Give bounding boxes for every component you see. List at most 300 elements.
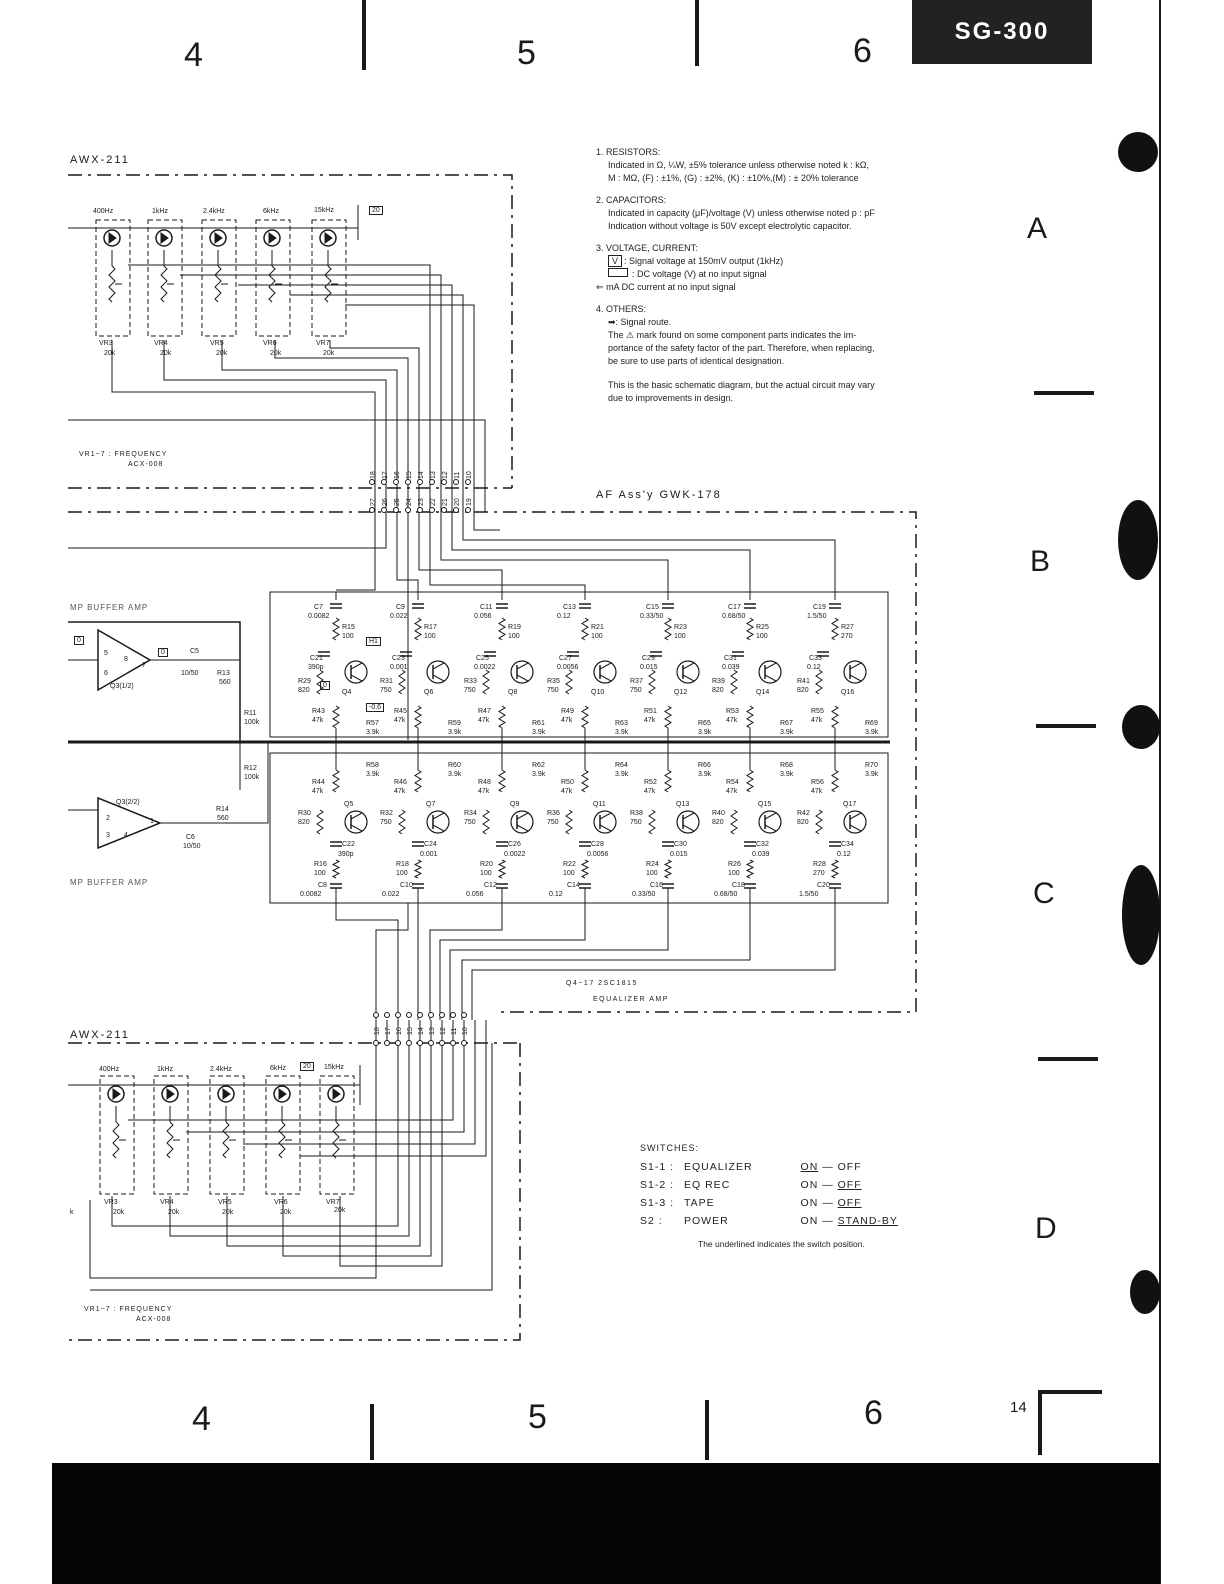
switch-off: OFF (837, 1179, 862, 1191)
transistor-collector (850, 813, 861, 819)
upper-cap-label: C9 (396, 604, 405, 611)
upper-emitter-res-value: 750 (464, 687, 476, 694)
bottom-freq-4: 15kHz (324, 1064, 344, 1071)
connector-pin-label: 12 (442, 471, 449, 479)
lower-res-value: 100 (563, 870, 575, 877)
note-3-line-1 (596, 255, 916, 268)
switch-id: S1-2 : (640, 1179, 675, 1191)
connector-pin-label: 24 (406, 498, 413, 506)
binder-hole (1118, 500, 1158, 580)
lower-transistor-label: Q5 (344, 801, 354, 808)
top-vr-value-3: 20k (270, 350, 282, 357)
upper-cap-value: 0.68/50 (722, 613, 746, 620)
transistor-emitter (517, 825, 528, 831)
bottom-vr-value-2: 20k (222, 1209, 234, 1216)
upper-res-value: 100 (508, 633, 520, 640)
top-board-title: AWX-211 (70, 154, 130, 166)
resistor-symbol (649, 670, 655, 694)
upper-col-res-label: R63 (615, 720, 628, 727)
upper-base-res-value: 47k (726, 717, 738, 724)
scan-bottom-border (52, 1463, 1160, 1584)
opamp-bottom-pin-4: 4 (124, 832, 128, 839)
switch-standby: STAND-BY (837, 1215, 898, 1227)
resistor-symbol (582, 706, 588, 728)
top-footnote-1: VR1~7 : FREQUENCY (79, 451, 168, 458)
switch-on: ON (800, 1215, 819, 1227)
signal-voltage-box: V (608, 255, 622, 267)
connector-pin (429, 1013, 434, 1018)
note-3-line-2 (596, 268, 916, 281)
r11-label: R11 (244, 710, 257, 717)
bottom-vr-name-2: VR5 (218, 1199, 232, 1206)
lower-col-res-label: R64 (615, 762, 628, 769)
top-vr-name-4: VR7 (316, 340, 330, 347)
lower-emitter-res-label: R36 (547, 810, 560, 817)
note-1-line-1: Indicated in Ω, ¼W, ±5% tolerance unless otherwise noted k : kΩ, (608, 160, 870, 170)
top-freq-3: 6kHz (263, 208, 279, 215)
resistor-symbol (582, 618, 588, 640)
resistor-symbol (665, 860, 671, 878)
connector-pin-label: 22 (430, 498, 437, 506)
lower-base-res-value: 47k (478, 788, 490, 795)
connector-pin-label: 27 (370, 498, 377, 506)
lower-bypass-cap-value: 0.12 (837, 851, 851, 858)
resistor-symbol (582, 860, 588, 878)
lower-base-res-label: R50 (561, 779, 574, 786)
switch-sep: — (822, 1161, 834, 1173)
resistor-symbol (109, 266, 115, 302)
binder-hole (1122, 865, 1160, 965)
resistor-symbol (333, 860, 339, 878)
transistor-emitter (765, 825, 776, 831)
transistor-symbol (427, 661, 449, 683)
lower-col-res-label: R66 (698, 762, 711, 769)
lower-cap-value: 0.022 (382, 891, 400, 898)
upper-col-res-value: 3.9k (865, 729, 879, 736)
lower-base-res-label: R52 (644, 779, 657, 786)
signal-route-arrow-icon: ➡ (608, 317, 616, 327)
upper-cap-label: C19 (813, 604, 826, 611)
lower-base-res-value: 47k (726, 788, 738, 795)
lower-bypass-cap-label: C32 (756, 841, 769, 848)
lower-cap-label: C10 (400, 882, 413, 889)
connector-pin (418, 480, 423, 485)
switches-footer: The underlined indicates the switch position. (698, 1239, 865, 1249)
led-diode-icon (223, 1089, 230, 1099)
resistor-symbol (499, 860, 505, 878)
transistor-collector (683, 813, 694, 819)
note-2-line-2: Indication without voltage is 50V except electrolytic capacitor. (608, 221, 852, 231)
bottom-freq-3: 6kHz (270, 1065, 286, 1072)
upper-bypass-cap-value: 390p (308, 664, 324, 671)
upper-bypass-cap-label: C29 (642, 655, 655, 662)
resistor-symbol (279, 1122, 285, 1158)
top-vr-name-3: VR6 (263, 340, 277, 347)
connector-pin-label: 10 (466, 471, 473, 479)
upper-res-label: R21 (591, 624, 604, 631)
transistor-collector (433, 663, 444, 669)
switch-row (640, 1159, 908, 1177)
top-freq-2: 2.4kHz (203, 208, 225, 215)
lower-transistor-label: Q17 (843, 801, 857, 808)
upper-cap-label: C15 (646, 604, 659, 611)
connector-pin (374, 1013, 379, 1018)
lower-bypass-cap-label: C26 (508, 841, 521, 848)
upper-res-label: R15 (342, 624, 355, 631)
transistor-symbol (677, 811, 699, 833)
resistor-symbol (665, 770, 671, 792)
lower-cap-value: 1.5/50 (799, 891, 819, 898)
transistor-symbol (511, 811, 533, 833)
upper-base-res-label: R45 (394, 708, 407, 715)
bottom-freq-1: 1kHz (157, 1066, 173, 1073)
upper-cap-value: 0.0082 (308, 613, 330, 620)
connector-pin-label: 15 (407, 1027, 414, 1035)
upper-col-res-label: R59 (448, 720, 461, 727)
connector-pin-label: 18 (374, 1027, 381, 1035)
resistor-symbol (167, 1122, 173, 1158)
switch-sep: — (822, 1179, 834, 1191)
transistor-collector (600, 813, 611, 819)
connector-pin-label: 23 (418, 498, 425, 506)
buffer-amp-top-label: MP BUFFER AMP (70, 603, 149, 612)
upper-emitter-res-value: 750 (630, 687, 642, 694)
upper-base-res-value: 47k (811, 717, 823, 724)
top-vr-name-2: VR5 (210, 340, 224, 347)
bottom-vr-value-0: 20k (113, 1209, 125, 1216)
row-b: B (1030, 545, 1051, 578)
lower-res-label: R26 (728, 861, 741, 868)
lower-base-res-value: 47k (811, 788, 823, 795)
connector-pin (442, 508, 447, 513)
upper-col-res-value: 3.9k (366, 729, 380, 736)
lower-bypass-cap-label: C34 (841, 841, 854, 848)
top-vr-value-4: 20k (323, 350, 335, 357)
resistor-symbol (333, 618, 339, 640)
row-c: C (1033, 877, 1055, 910)
resistor-symbol (399, 670, 405, 694)
led-diode-icon (333, 1089, 340, 1099)
transistor-emitter (683, 825, 694, 831)
upper-cap-label: C13 (563, 604, 576, 611)
upper-col-res-label: R67 (780, 720, 793, 727)
upper-transistor-label: Q8 (508, 689, 518, 696)
transistor-symbol (511, 661, 533, 683)
row-d: D (1035, 1212, 1057, 1245)
r12-value: 100k (244, 774, 260, 781)
upper-base-res-label: R49 (561, 708, 574, 715)
resistor-symbol (223, 1122, 229, 1158)
connector-pin (430, 480, 435, 485)
upper-emitter-res-label: R29 (298, 678, 311, 685)
upper-cap-label: C11 (480, 604, 493, 611)
switch-id: S1-1 : (640, 1161, 675, 1173)
c6-value: 10/50 (183, 843, 201, 850)
lower-col-res-value: 3.9k (780, 771, 794, 778)
connector-pin (440, 1013, 445, 1018)
upper-transistor-label: Q16 (841, 689, 855, 696)
switches-block (640, 1143, 908, 1249)
upper-emitter-res-label: R31 (380, 678, 393, 685)
led-diode-icon (161, 233, 168, 243)
connector-pin-label: 12 (440, 1027, 447, 1035)
transistor-collector (517, 663, 528, 669)
transistor-collector (351, 813, 362, 819)
transistor-emitter (765, 675, 776, 681)
resistor-symbol (325, 266, 331, 302)
transistor-collector (683, 663, 694, 669)
model-badge: SG-300 (912, 0, 1092, 64)
transistor-emitter (433, 825, 444, 831)
connector-pin (382, 508, 387, 513)
top-vr-value-0: 20k (104, 350, 116, 357)
lower-bypass-cap-value: 0.001 (420, 851, 438, 858)
transistor-symbol (427, 811, 449, 833)
upper-bypass-cap-label: C21 (310, 655, 323, 662)
switch-name: EQ REC (684, 1179, 731, 1191)
resistor-symbol (399, 810, 405, 834)
upper-emitter-res-label: R35 (547, 678, 560, 685)
switch-id: S1-3 : (640, 1197, 675, 1209)
connector-pin (406, 508, 411, 513)
binder-hole (1122, 705, 1160, 749)
top-freq-1: 1kHz (152, 208, 168, 215)
switch-name: EQUALIZER (684, 1161, 753, 1173)
resistor-symbol (415, 618, 421, 640)
transistor-collector (517, 813, 528, 819)
lower-col-res-value: 3.9k (366, 771, 380, 778)
upper-emitter-res-value: 750 (547, 687, 559, 694)
lower-base-res-value: 47k (561, 788, 573, 795)
led-diode-icon (279, 1089, 286, 1099)
resistor-symbol (665, 706, 671, 728)
note-3-line-1-text: : Signal voltage at 150mV output (1kHz) (624, 256, 784, 266)
transistor-emitter (433, 675, 444, 681)
lower-col-res-label: R58 (366, 762, 379, 769)
upper-cap-value: 0.022 (390, 613, 408, 620)
resistor-symbol (582, 770, 588, 792)
upper-res-value: 100 (756, 633, 768, 640)
upper-base-res-label: R47 (478, 708, 491, 715)
upper-emitter-res-label: R39 (712, 678, 725, 685)
lower-col-res-label: R62 (532, 762, 545, 769)
connector-pin-label: 16 (394, 471, 401, 479)
lower-base-res-label: R46 (394, 779, 407, 786)
row-a: A (1027, 212, 1048, 245)
lower-cap-value: 0.68/50 (714, 891, 738, 898)
note-2-title: 2. CAPACITORS: (596, 195, 667, 205)
connector-pin-label: 10 (462, 1027, 469, 1035)
switch-row (640, 1177, 908, 1195)
top-footnote-2: ACX-008 (128, 461, 164, 468)
upper-bypass-cap-label: C23 (392, 655, 405, 662)
connector-pin (466, 480, 471, 485)
upper-res-label: R17 (424, 624, 437, 631)
c5-value: 10/50 (181, 670, 199, 677)
connector-pin-label: 14 (418, 471, 425, 479)
resistor-symbol (333, 770, 339, 792)
opamp-top-pin-5: 5 (104, 650, 108, 657)
connector-pin (385, 1041, 390, 1046)
switches-table (640, 1159, 908, 1231)
connector-pin-label: 11 (454, 471, 461, 479)
opamp-bottom-pin-1: 1 (150, 818, 154, 825)
bottom-box-num: 20 (300, 1062, 314, 1071)
transistor-symbol (345, 811, 367, 833)
upper-cap-label: C17 (728, 604, 741, 611)
upper-res-value: 100 (424, 633, 436, 640)
connector-pin-label: 13 (430, 471, 437, 479)
resistor-symbol (333, 706, 339, 728)
connector-pin (396, 1041, 401, 1046)
switch-on: ON (800, 1161, 819, 1173)
connector-pin (451, 1013, 456, 1018)
resistor-symbol (747, 706, 753, 728)
r12-label: R12 (244, 765, 257, 772)
upper-transistor-label: Q6 (424, 689, 434, 696)
lower-res-label: R16 (314, 861, 327, 868)
upper-bypass-cap-label: C25 (476, 655, 489, 662)
connector-pin (382, 480, 387, 485)
transistor-emitter (517, 675, 528, 681)
upper-cap-value: 0.33/50 (640, 613, 664, 620)
lower-col-res-value: 3.9k (698, 771, 712, 778)
opamp-bottom-pin-3: 3 (106, 832, 110, 839)
upper-transistor-label: Q12 (674, 689, 688, 696)
lower-bypass-cap-label: C24 (424, 841, 437, 848)
r11-value: 100k (244, 719, 260, 726)
resistor-symbol (269, 266, 275, 302)
resistor-symbol (483, 670, 489, 694)
resistor-symbol (483, 810, 489, 834)
connector-pin (406, 480, 411, 485)
upper-col-res-value: 3.9k (615, 729, 629, 736)
switch-row (640, 1195, 908, 1213)
upper-emitter-res-label: R37 (630, 678, 643, 685)
note-4-title: 4. OTHERS: (596, 304, 647, 314)
transistor-emitter (351, 825, 362, 831)
column-6-bottom: 6 (864, 1394, 883, 1432)
column-6-top: 6 (853, 32, 872, 70)
transistor-collector (600, 663, 611, 669)
lower-transistor-label: Q13 (676, 801, 690, 808)
transistor-emitter (850, 825, 861, 831)
lower-emitter-res-label: R34 (464, 810, 477, 817)
transistor-emitter (600, 825, 611, 831)
upper-res-value: 100 (674, 633, 686, 640)
lower-bypass-cap-value: 0.015 (670, 851, 688, 858)
connector-pin (394, 508, 399, 513)
lower-col-res-value: 3.9k (532, 771, 546, 778)
note-3-line-3-text: mA DC current at no input signal (606, 282, 736, 292)
connector-pin (374, 1041, 379, 1046)
connector-pin-label: 25 (394, 498, 401, 506)
note-1-title: 1. RESISTORS: (596, 147, 661, 157)
lower-res-label: R22 (563, 861, 576, 868)
connector-pin (418, 1013, 423, 1018)
resistor-symbol (566, 670, 572, 694)
resistor-symbol (832, 706, 838, 728)
lower-emitter-res-value: 820 (712, 819, 724, 826)
bottom-vr-value-1: 20k (168, 1209, 180, 1216)
lower-cap-label: C20 (817, 882, 830, 889)
resistor-symbol (747, 618, 753, 640)
upper-base-res-label: R51 (644, 708, 657, 715)
connector-pin (454, 508, 459, 513)
upper-emitter-res-value: 820 (298, 687, 310, 694)
upper-cap-label: C7 (314, 604, 323, 611)
connector-pin (418, 1041, 423, 1046)
switch-name: TAPE (684, 1197, 715, 1209)
top-freq-0: 400Hz (93, 208, 114, 215)
lower-bypass-cap-value: 0.0022 (504, 851, 526, 858)
connector-pin (418, 508, 423, 513)
lower-col-res-value: 3.9k (615, 771, 629, 778)
lower-emitter-res-value: 750 (380, 819, 392, 826)
lower-col-res-value: 3.9k (865, 771, 879, 778)
column-5-bottom: 5 (528, 1398, 547, 1436)
note-4-line-4: be sure to use parts of identical designation. (608, 356, 785, 366)
transistor-symbol (759, 811, 781, 833)
c6-label: C6 (186, 834, 195, 841)
r13-label: R13 (217, 670, 230, 677)
column-4-bottom: 4 (192, 1400, 211, 1438)
connector-pin-label: 17 (382, 471, 389, 479)
resistor-symbol (415, 770, 421, 792)
connector-pin-label: 13 (429, 1027, 436, 1035)
af-assy-title: AF Ass'y GWK-178 (596, 489, 722, 501)
connector-pin-label: 19 (466, 498, 473, 506)
lower-base-res-value: 47k (312, 788, 324, 795)
transistor-emitter (351, 675, 362, 681)
buffer-amp-bottom-label: MP BUFFER AMP (70, 878, 149, 887)
upper-bypass-cap-value: 0.12 (807, 664, 821, 671)
upper-cap-value: 1.5/50 (807, 613, 827, 620)
upper-col-res-label: R69 (865, 720, 878, 727)
upper-bypass-cap-value: 0.0056 (557, 664, 579, 671)
resistor-symbol (499, 618, 505, 640)
lower-cap-label: C14 (567, 882, 580, 889)
q3-top-label: Q3(1/2) (110, 683, 134, 690)
lower-cap-value: 0.0082 (300, 891, 322, 898)
h1-box: H1 (366, 637, 381, 646)
upper-col-res-value: 3.9k (780, 729, 794, 736)
bottom-freq-0: 400Hz (99, 1066, 120, 1073)
resistor-symbol (731, 810, 737, 834)
connector-pin-label: 18 (370, 471, 377, 479)
column-4-top: 4 (184, 36, 203, 74)
dc-voltage-box: -0.6 (366, 703, 384, 712)
transistor-collector (351, 663, 362, 669)
upper-bypass-cap-value: 0.015 (640, 664, 658, 671)
dc-current-arrow-icon: ⇐ (596, 282, 604, 292)
connector-pin (370, 508, 375, 513)
lower-cap-label: C8 (318, 882, 327, 889)
switch-name: POWER (684, 1215, 729, 1227)
bottom-left-stub: k (70, 1209, 74, 1216)
top-signal-box: 0 (74, 636, 84, 645)
lower-res-value: 100 (728, 870, 740, 877)
upper-bypass-cap-label: C31 (724, 655, 737, 662)
note-4-line-3: portance of the safety factor of the part. Therefore, when replacing, (608, 343, 875, 353)
note-4-line-1-text: : Signal route. (615, 317, 672, 327)
connector-pin-label: 17 (385, 1027, 392, 1035)
lower-emitter-res-label: R42 (797, 810, 810, 817)
transistor-collector (765, 813, 776, 819)
transistor-collector (433, 813, 444, 819)
resistor-symbol (566, 810, 572, 834)
connector-pin (407, 1013, 412, 1018)
